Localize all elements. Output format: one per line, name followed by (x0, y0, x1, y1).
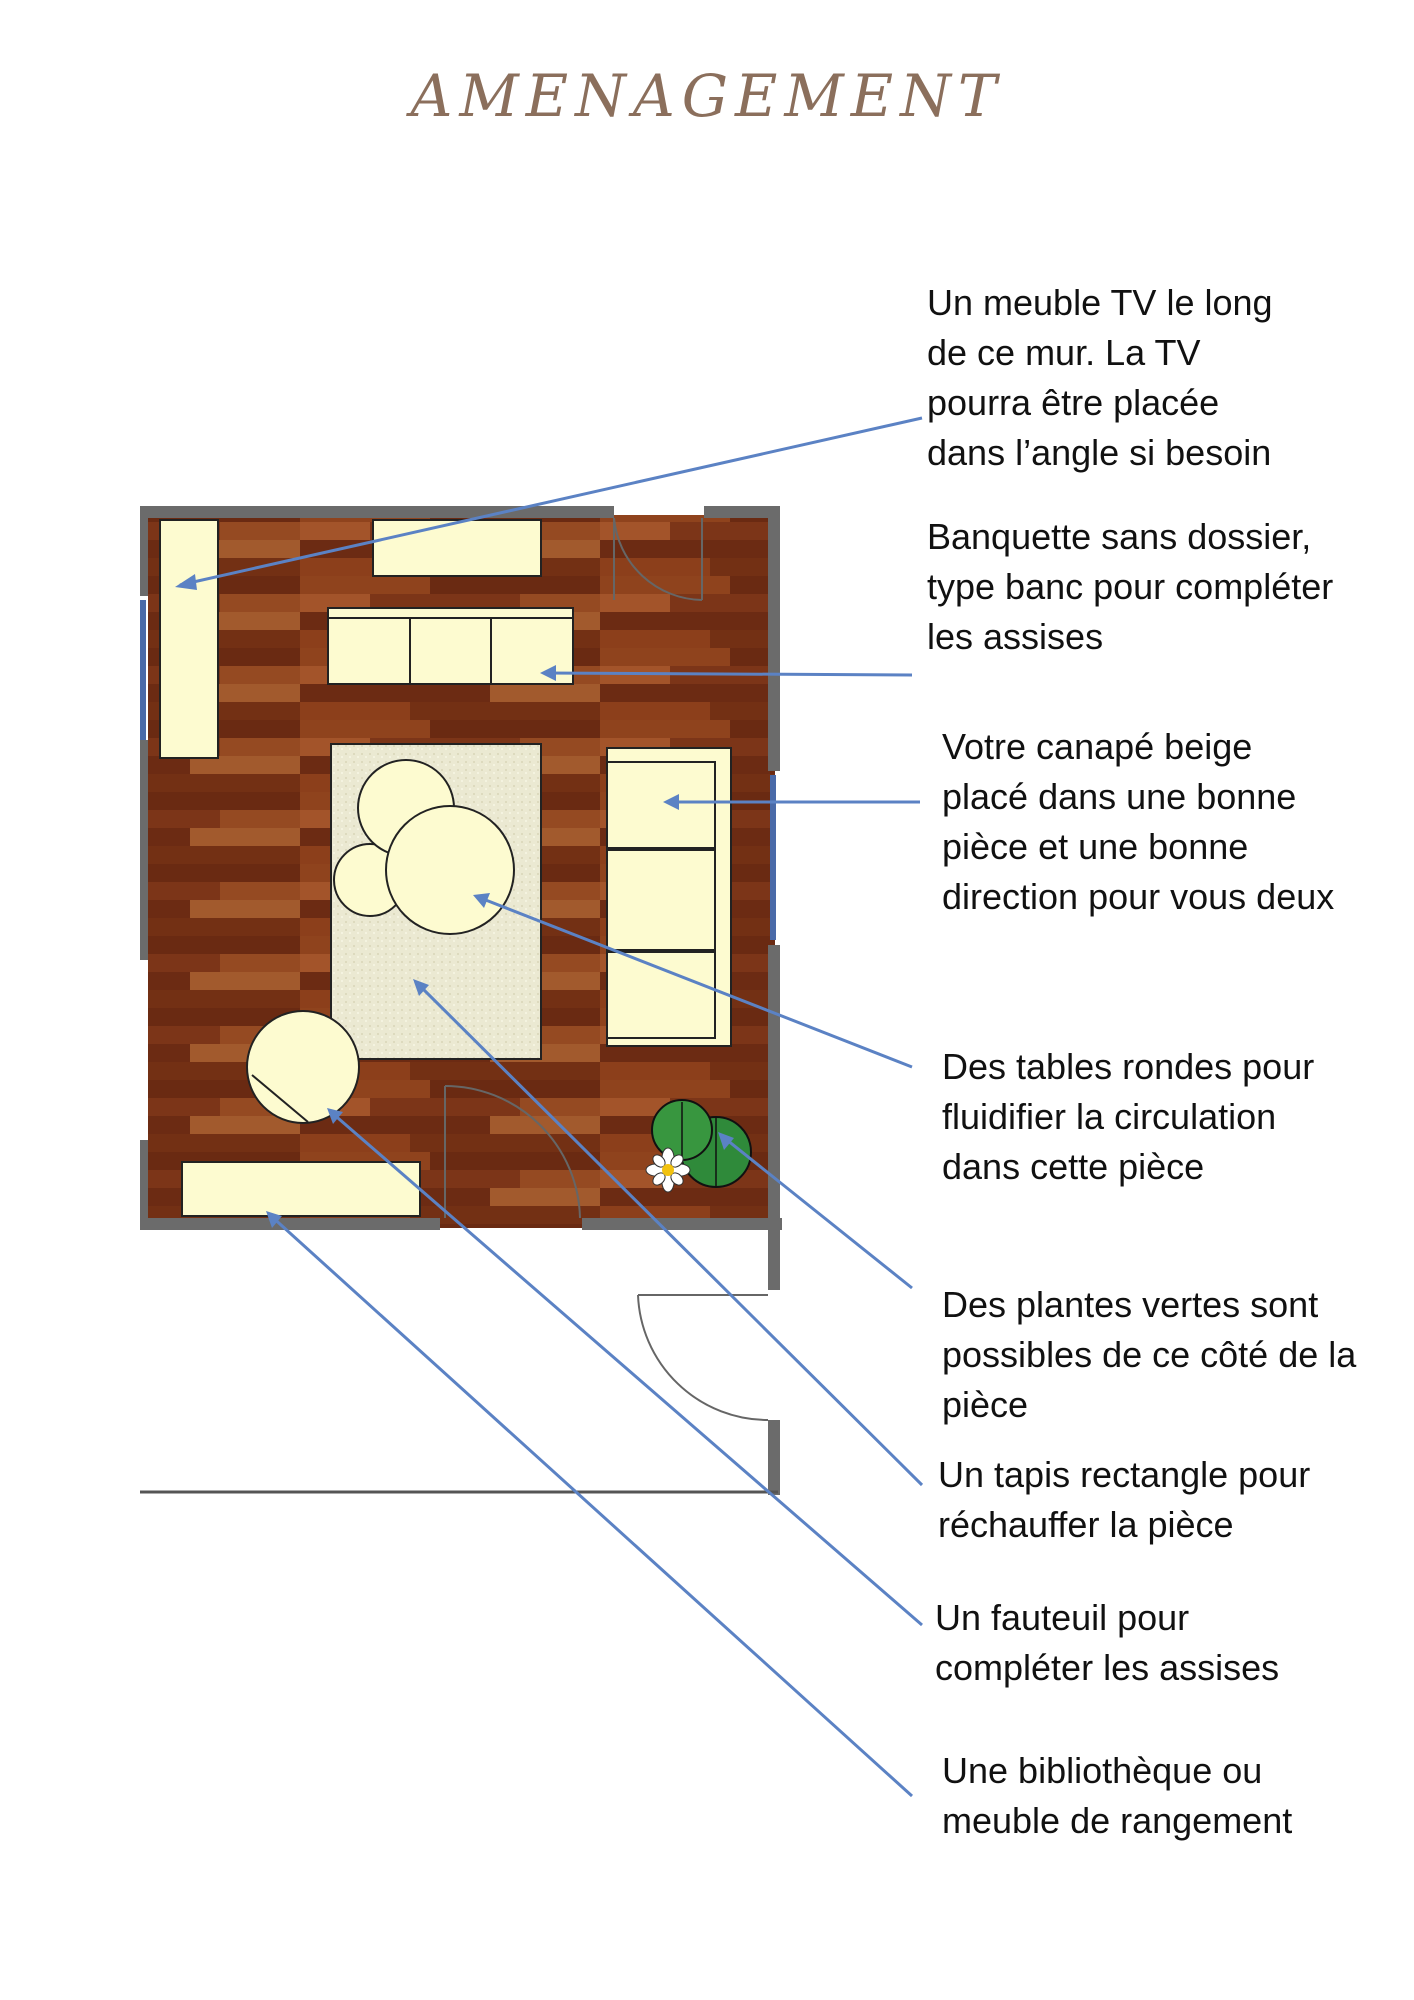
annotation-banquette: Banquette sans dossier, type banc pour compléter les assises (927, 516, 1334, 657)
annotation-fauteuil: Un fauteuil pour compléter les assises (935, 1597, 1280, 1688)
sofa (607, 748, 731, 1046)
annotation-biblio: Une bibliothèque ou meuble de rangement (942, 1750, 1293, 1841)
tv-cabinet (160, 520, 218, 758)
armchair (247, 1011, 359, 1123)
annotation-tables: Des tables rondes pour fluidifier la circulation dans cette pièce (942, 1046, 1315, 1187)
leader-biblio (270, 1215, 912, 1796)
annotation-tv: Un meuble TV le long de ce mur. La TV pourra être placée dans l’angle si besoin (927, 282, 1273, 473)
page-title: AMENAGEMENT (410, 62, 1004, 130)
annotation-canape: Votre canapé beige placé dans une bonne pièce et une bonne direction pour vous deux (942, 726, 1335, 917)
top-cabinet (373, 520, 541, 576)
annotation-plantes: Des plantes vertes sont possibles de ce côté de la pièce (942, 1284, 1357, 1425)
annotation-tapis: Un tapis rectangle pour réchauffer la pièce (938, 1454, 1311, 1545)
bench (328, 608, 573, 684)
bookcase (182, 1162, 420, 1216)
leader-banquette (545, 673, 912, 675)
